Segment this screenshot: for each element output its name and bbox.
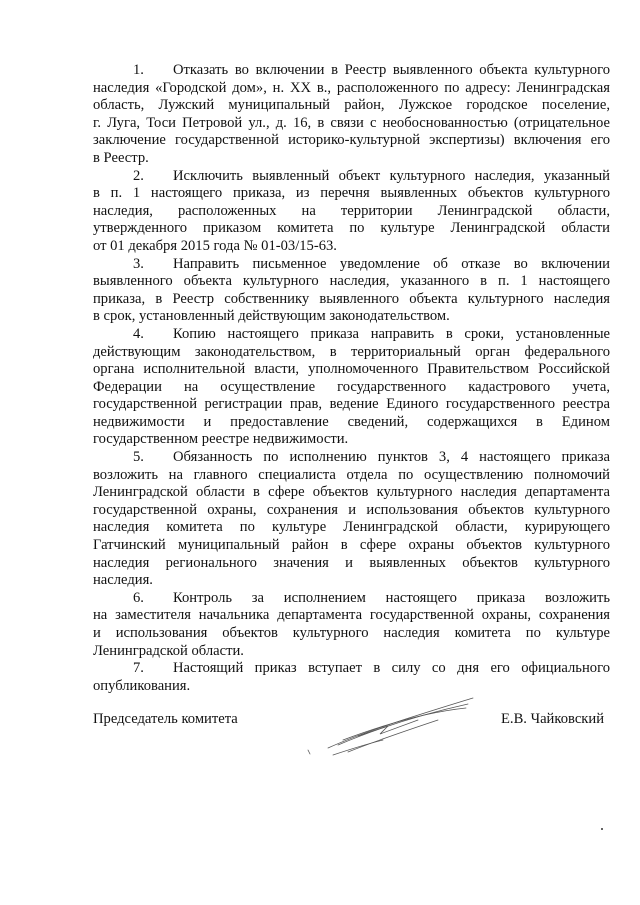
order-item-5 <box>93 449 610 590</box>
item-line <box>93 132 610 150</box>
item-line <box>93 414 610 432</box>
item-line <box>93 643 610 661</box>
item-line <box>93 467 610 485</box>
item-first-line <box>93 256 610 274</box>
item-line <box>93 625 610 643</box>
page-mark <box>601 828 603 830</box>
item-text: действующим законодательством, в территориальный орган федерального <box>93 343 610 360</box>
item-first-line <box>93 590 610 608</box>
item-text: и использования объектов культурного наследия комитета по культуре <box>93 625 610 641</box>
item-line <box>93 555 610 573</box>
item-text: в срок, установленный действующим законодательством. <box>93 308 450 325</box>
item-text: от 01 декабря 2015 года № 01-03/15-63. <box>93 237 337 254</box>
item-text: наследия регионального значения и выявленных объектов культурного <box>93 554 610 571</box>
item-text: Настоящий приказ вступает в силу со дня его официального <box>173 660 610 677</box>
item-text: недвижимости и предоставление сведений, содержащихся в Едином <box>93 413 610 430</box>
item-text: приказа, в Реестр собственнику выявленного объекта культурного наследия <box>93 290 610 307</box>
item-text: Обязанность по исполнению пунктов 3, 4 настоящего приказа <box>173 449 610 466</box>
item-line <box>93 519 610 537</box>
item-line <box>93 273 610 291</box>
item-number: 4. <box>133 325 144 342</box>
item-line <box>93 344 610 362</box>
item-text: Копию настоящего приказа направить в сроки, установленные <box>173 325 610 342</box>
item-line <box>93 185 610 203</box>
item-text: в Реестр. <box>93 149 149 166</box>
item-line <box>93 572 610 590</box>
item-text: Исключить выявленный объект культурного наследия, указанный <box>173 167 610 184</box>
item-line <box>93 308 610 326</box>
item-number: 7. <box>133 660 144 677</box>
item-line <box>93 502 610 520</box>
item-line <box>93 537 610 555</box>
signatory-position: Председатель комитета <box>93 711 238 727</box>
item-text: Гатчинский муниципальный район в сфере охраны объектов культурного <box>93 537 610 554</box>
item-text: государственном реестре недвижимости. <box>93 431 349 448</box>
item-line <box>93 115 610 133</box>
handwritten-signature <box>288 690 488 770</box>
item-line <box>93 80 610 98</box>
item-text: в п. 1 настоящего приказа, из перечня выявленных объектов культурного <box>93 185 610 202</box>
item-number: 1. <box>133 62 144 78</box>
item-text: государственной регистрации прав, ведение Единого государственного реестра <box>93 396 610 413</box>
item-text: Ленинградской области. <box>93 642 244 659</box>
order-item-2 <box>93 168 610 256</box>
item-text: органа исполнительной власти, уполномоченного Правительством Российской <box>93 361 610 378</box>
item-line <box>93 238 610 256</box>
item-line <box>93 396 610 414</box>
order-item-1 <box>93 62 610 168</box>
item-first-line <box>93 326 610 344</box>
item-number: 6. <box>133 589 144 606</box>
item-text: г. Луга, Тоси Петровой ул., д. 16, в связи с необоснованностью (отрицательное <box>93 114 610 131</box>
item-line <box>93 291 610 309</box>
item-first-line <box>93 660 610 678</box>
item-text: наследия «Городской дом», н. XX в., расположенного по адресу: Ленинградская <box>93 79 610 96</box>
order-item-4 <box>93 326 610 449</box>
item-text: Направить письменное уведомление об отказе во включении <box>173 255 610 272</box>
item-text: утвержденного приказом комитета по культуре Ленинградской области <box>93 220 610 237</box>
item-text: Ленинградской области в сфере объектов культурного наследия департамента <box>93 484 610 501</box>
item-text: наследия комитета по культуре Ленинградской области, курирующего <box>93 519 610 536</box>
item-number: 5. <box>133 449 144 466</box>
item-line <box>93 97 610 115</box>
item-text: выявленного объекта культурного наследия, указанного в п. 1 настоящего <box>93 273 610 290</box>
item-text: Федерации на осуществление государственного кадастрового учета, <box>93 378 610 395</box>
item-text: возложить на главного специалиста отдела по осуществлению полномочий <box>93 466 610 483</box>
item-number: 2. <box>133 167 144 184</box>
item-line <box>93 379 610 397</box>
item-line <box>93 361 610 379</box>
item-line <box>93 484 610 502</box>
item-text: Контроль за исполнением настоящего приказа возложить <box>173 589 610 606</box>
item-text: государственной охраны, сохранения и использования объектов культурного <box>93 501 610 518</box>
order-body <box>93 62 610 695</box>
order-item-3 <box>93 256 610 326</box>
item-line <box>93 203 610 221</box>
order-item-6 <box>93 590 610 660</box>
item-text: наследия. <box>93 572 153 589</box>
item-number: 3. <box>133 255 144 272</box>
item-line <box>93 607 610 625</box>
item-text: наследия, расположенных на территории Ленинградской области, <box>93 202 610 219</box>
item-line <box>93 150 610 168</box>
item-text: на заместителя начальника департамента государственной охраны, сохранения <box>93 607 610 624</box>
item-line <box>93 431 610 449</box>
item-text: опубликования. <box>93 677 191 694</box>
item-first-line <box>93 449 610 467</box>
item-line <box>93 220 610 238</box>
item-text: область, Лужский муниципальный район, Лужское городское поселение, <box>93 97 610 114</box>
item-first-line <box>93 168 610 186</box>
item-text: Отказать во включении в Реестр выявленного объекта культурного <box>173 62 610 78</box>
signatory-name: Е.В. Чайковский <box>501 711 605 727</box>
item-first-line <box>93 62 610 80</box>
item-text: заключение государственной историко-культурной экспертизы) включения его <box>93 132 610 149</box>
